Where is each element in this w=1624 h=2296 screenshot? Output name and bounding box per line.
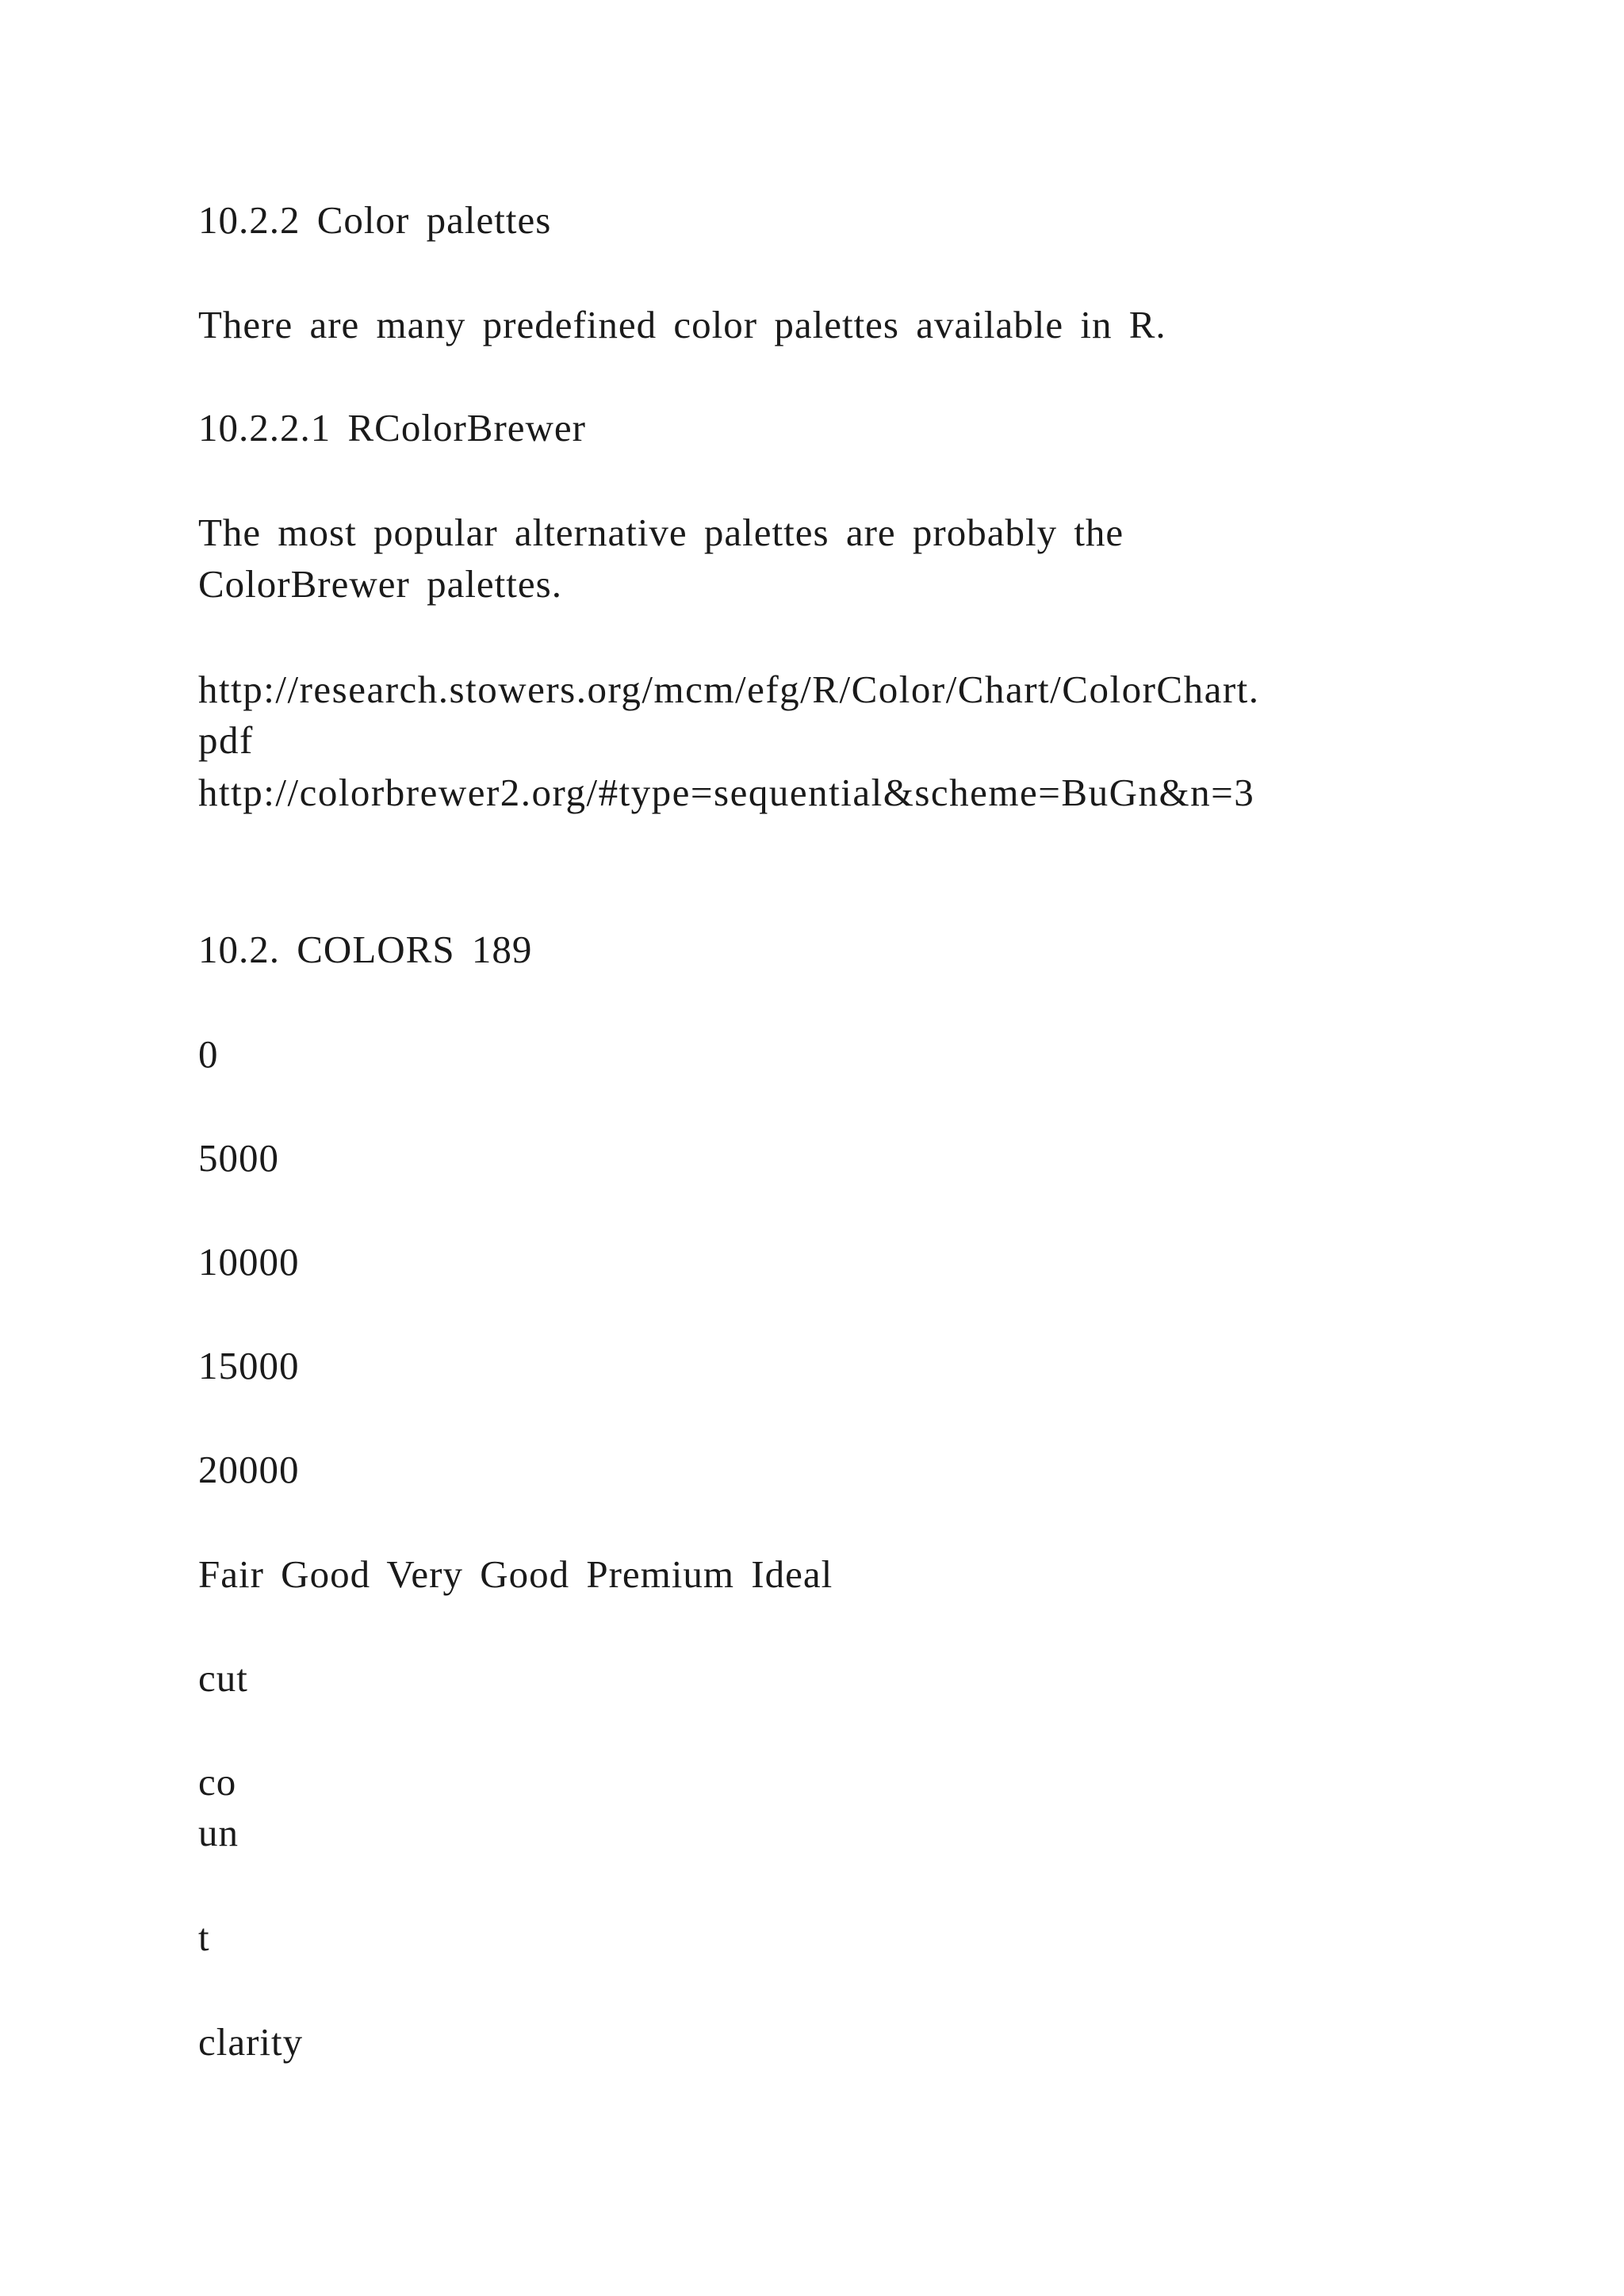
y-tick-label: 10000	[198, 1240, 300, 1284]
subsection-heading: 10.2.2.1 RColorBrewer	[198, 406, 586, 450]
link-colorchart-line-2[interactable]: pdf	[198, 718, 254, 762]
link-colorbrewer[interactable]: http://colorbrewer2.org/#type=sequential&scheme=BuGn&n=3	[198, 771, 1255, 814]
intro-sentence: There are many predefined color palettes available in R.	[198, 303, 1166, 346]
y-tick-label: 5000	[198, 1136, 279, 1180]
legend-title: clarity	[198, 2020, 304, 2064]
link-colorchart-line-1[interactable]: http://research.stowers.org/mcm/efg/R/Color/Chart/ColorChart.	[198, 668, 1260, 711]
x-tick-labels: Fair Good Very Good Premium Ideal	[198, 1552, 833, 1596]
section-heading: 10.2.2 Color palettes	[198, 198, 552, 242]
running-header: 10.2. COLORS 189	[198, 928, 533, 971]
paragraph-line-1: The most popular alternative palettes are probably the	[198, 511, 1124, 554]
y-axis-label-fragment: co	[198, 1760, 237, 1804]
y-tick-label: 15000	[198, 1344, 300, 1387]
y-tick-label: 20000	[198, 1448, 300, 1491]
y-axis-label-fragment: t	[198, 1915, 210, 1959]
y-tick-label: 0	[198, 1032, 219, 1076]
y-axis-label-fragment: un	[198, 1811, 239, 1854]
paragraph-line-2: ColorBrewer palettes.	[198, 562, 562, 606]
x-axis-label: cut	[198, 1656, 248, 1700]
